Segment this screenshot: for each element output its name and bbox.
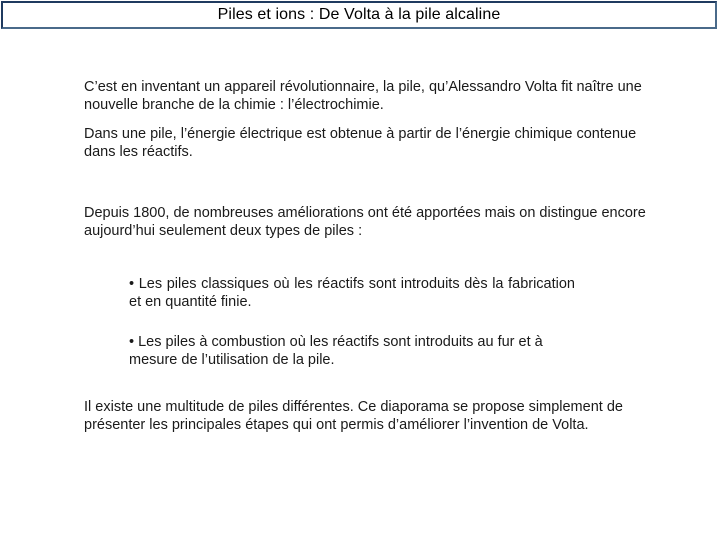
slide-title-box	[1, 1, 717, 29]
energy-paragraph: Dans une pile, l’énergie électrique est obtenue à partir de l’énergie chimique contenue dans les réactifs.	[84, 126, 637, 160]
conclusion-paragraph: Il existe une multitude de piles différentes. Ce diaporama se propose simplement de présenter les principales étapes qui ont permis d’améliorer l’invention de Volta.	[84, 399, 623, 433]
slide-title: Piles et ions : De Volta à la pile alcaline	[217, 6, 501, 23]
intro-paragraph: C’est en inventant un appareil révolutionnaire, la pile, qu’Alessandro Volta fit naître une nouvelle branche de la chimie : l’électrochimie.	[84, 79, 642, 113]
bullet-combustion-batteries: • Les piles à combustion où les réactifs sont introduits au fur et à mesure de l’utilisation de la pile.	[129, 334, 543, 368]
bullet-classic-batteries: • Les piles classiques où les réactifs sont introduits dès la fabrication et en quantité finie.	[129, 276, 575, 310]
types-intro-paragraph: Depuis 1800, de nombreuses améliorations ont été apportées mais on distingue encore aujourd’hui seulement deux types de piles :	[84, 205, 646, 239]
